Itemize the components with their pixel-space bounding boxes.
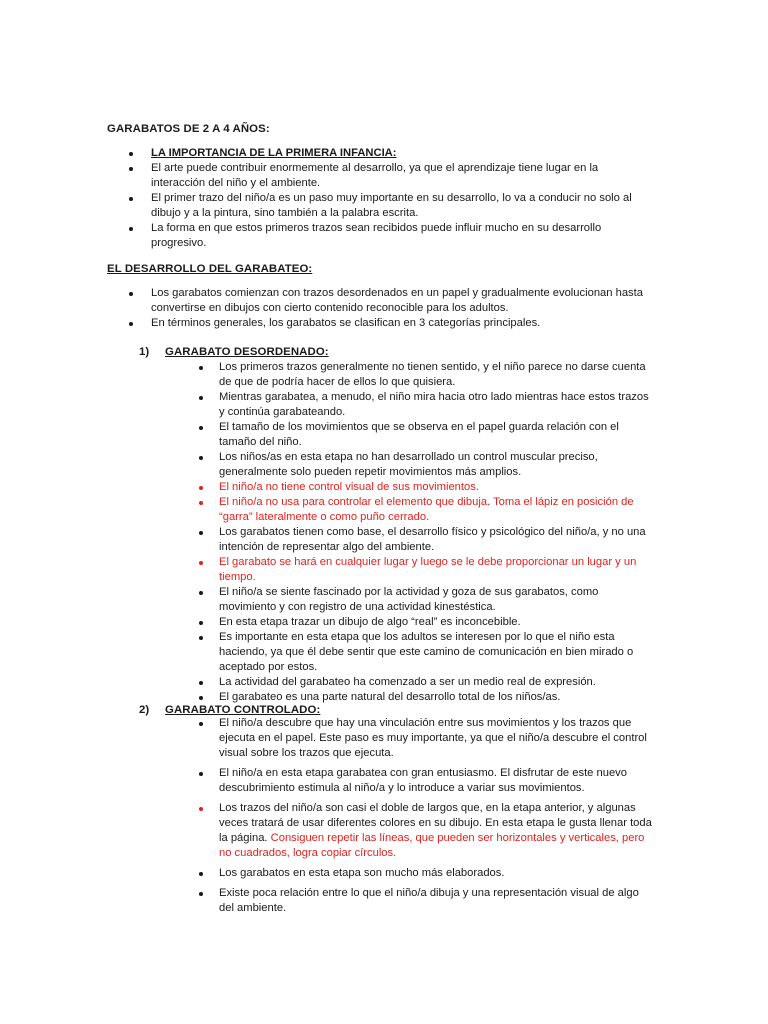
development-list bbox=[151, 286, 643, 331]
list-item: Los garabatos en esta etapa son mucho más elaborados. bbox=[219, 866, 652, 881]
list-item: La actividad del garabateo ha comenzado a ser un medio real de expresión. bbox=[219, 675, 649, 690]
list-item: El niño/a se siente fascinado por la actividad y goza de sus garabatos, como movimiento y con registro de una actividad kinestéstica. bbox=[219, 585, 649, 615]
list-item: Los niños/as en esta etapa no han desarrollado un control muscular preciso, generalmente solo pueden repetir movimientos más amplios. bbox=[219, 450, 649, 480]
list-item: En términos generales, los garabatos se clasifican en 3 categorías principales. bbox=[151, 316, 643, 331]
development-heading: EL DESARROLLO DEL GARABATEO: bbox=[107, 263, 313, 275]
list-item: En esta etapa trazar un dibujo de algo “real” es inconcebible. bbox=[219, 615, 649, 630]
section2-number: 2) bbox=[139, 704, 150, 716]
list-item: El tamaño de los movimientos que se observa en el papel guarda relación con el tamaño del niño. bbox=[219, 420, 649, 450]
list-item: El niño/a en esta etapa garabatea con gran entusiasmo. El disfrutar de este nuevo descubrimiento estimula al niño/a y lo introduce a variar sus movimientos. bbox=[219, 766, 652, 796]
section1-number: 1) bbox=[139, 346, 150, 358]
importance-heading: LA IMPORTANCIA DE LA PRIMERA INFANCIA: bbox=[151, 147, 397, 159]
list-item: El arte puede contribuir enormemente al desarrollo, ya que el aprendizaje tiene lugar en la interacción del niño y el ambiente. bbox=[151, 161, 632, 191]
list-item: El niño/a no usa para controlar el elemento que dibuja. Toma el lápiz en posición de “garra” lateralmente o como puño cerrado. bbox=[219, 495, 649, 525]
section1-list bbox=[219, 360, 649, 705]
list-item: Los primeros trazos generalmente no tienen sentido, y el niño parece no darse cuenta de que de podría hacer de ellos lo que quisiera. bbox=[219, 360, 649, 390]
list-item: El niño/a descubre que hay una vinculación entre sus movimientos y los trazos que ejecuta en el papel. Este paso es muy importante, ya que el niño/a descubre el control visual sobre los trazos que ejecuta. bbox=[219, 716, 652, 761]
document-title: GARABATOS DE 2 A 4 AÑOS: bbox=[107, 123, 270, 135]
section2-list bbox=[219, 716, 652, 916]
section1-heading: GARABATO DESORDENADO: bbox=[165, 346, 329, 358]
list-item: El primer trazo del niño/a es un paso muy importante en su desarrollo, lo va a conducir no solo al dibujo y a la pintura, sino también a la palabra escrita. bbox=[151, 192, 632, 219]
list-item: Los trazos del niño/a son casi el doble de largos que, en la etapa anterior, y algunas veces tratará de usar diferentes colores en su dibujo. En esta etapa le gusta llenar toda la página. Consiguen repetir las líneas, que pueden ser horizontales y verticales, pero no cuadrados, logra copiar círculos. bbox=[219, 802, 652, 859]
list-item: El garabateo es una parte natural del desarrollo total de los niños/as. bbox=[219, 690, 649, 705]
importance-list bbox=[151, 146, 632, 251]
section2-heading: GARABATO CONTROLADO: bbox=[165, 704, 321, 716]
list-item bbox=[151, 146, 632, 161]
list-item: Los garabatos comienzan con trazos desordenados en un papel y gradualmente evolucionan hasta convertirse en dibujos con cierto contenido reconocible para los adultos. bbox=[151, 287, 643, 314]
list-item: Es importante en esta etapa que los adultos se interesen por lo que el niño esta haciendo, ya que él debe sentir que este camino de comunicación en bien mirado o aceptado por estos. bbox=[219, 630, 649, 675]
list-item: Existe poca relación entre lo que el niño/a dibuja y una representación visual de algo del ambiente. bbox=[219, 886, 652, 916]
list-item: El niño/a no tiene control visual de sus movimientos. bbox=[219, 480, 649, 495]
list-item: Mientras garabatea, a menudo, el niño mira hacia otro lado mientras hace estos trazos y continúa garabateando. bbox=[219, 391, 649, 418]
list-item: Los garabatos tienen como base, el desarrollo físico y psicológico del niño/a, y no una intención de representar algo del ambiente. bbox=[219, 525, 649, 555]
list-item: El garabato se hará en cualquier lugar y luego se le debe proporcionar un lugar y un tiempo. bbox=[219, 555, 649, 585]
list-item: La forma en que estos primeros trazos sean recibidos puede influir mucho en su desarrollo progresivo. bbox=[151, 221, 632, 251]
